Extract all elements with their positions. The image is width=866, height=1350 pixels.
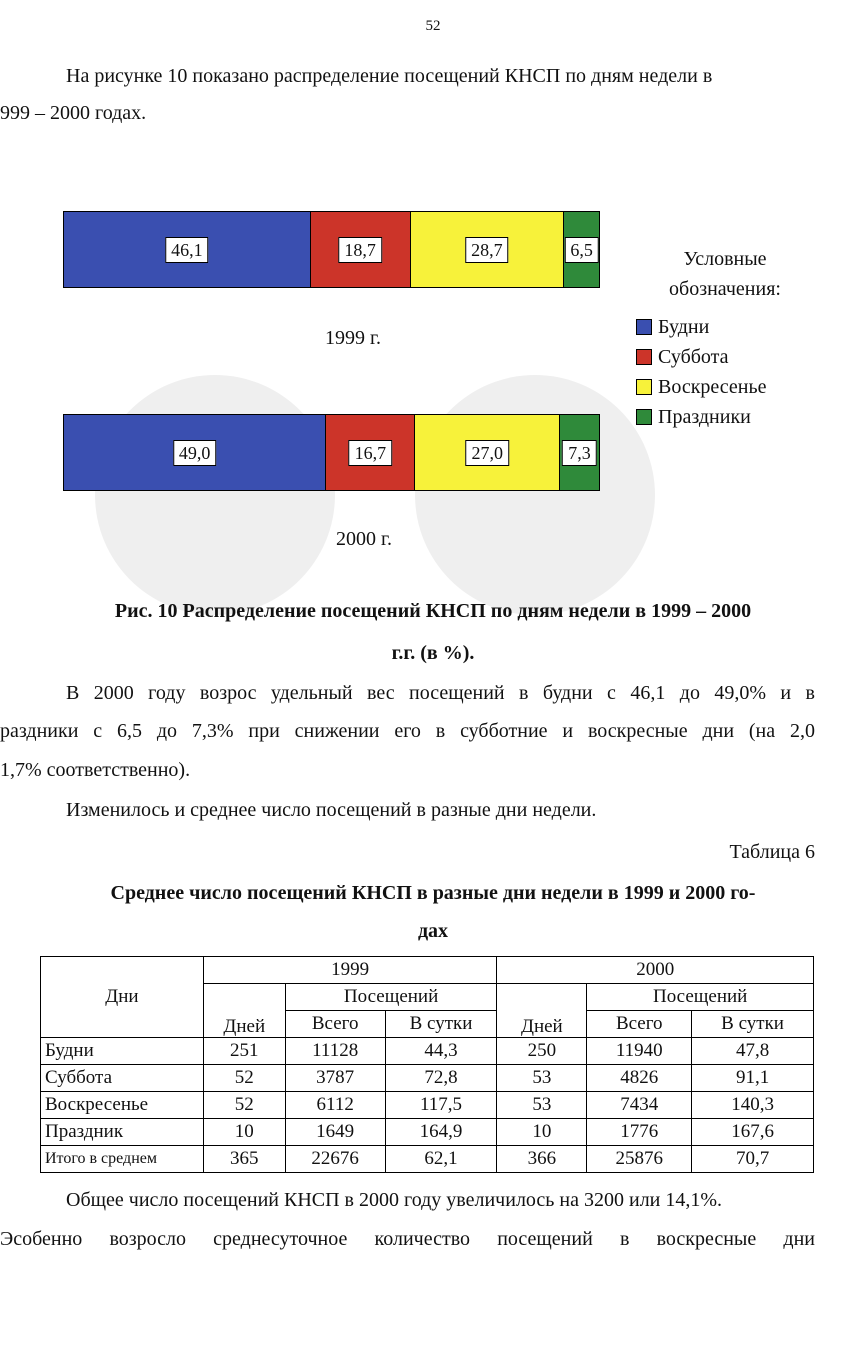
row-label: Итого в среднем: [41, 1146, 204, 1173]
cell-days-1999: 365: [203, 1146, 285, 1173]
para3: Общее число посещений КНСП в 2000 году увеличилось на 3200 или 14,1%.: [66, 1189, 723, 1211]
cell-per-day-2000: 70,7: [692, 1146, 814, 1173]
bar-segment-sunday: [411, 212, 565, 287]
bar-segment-weekdays: [64, 212, 311, 287]
intro-line-2: 999 – 2000 годах.: [0, 102, 147, 124]
cell-total-1999: 22676: [285, 1146, 385, 1173]
cell-total-2000: 1776: [587, 1119, 692, 1146]
bar-segment-holidays: [560, 415, 599, 490]
cell-days-1999: 10: [203, 1119, 285, 1146]
cell-days-1999: 52: [203, 1065, 285, 1092]
legend-label-saturday: Суббота: [658, 345, 729, 368]
data-label-holidays: 6,5: [564, 237, 599, 263]
bar-segment-saturday: [311, 212, 411, 287]
header-total-1999: Всего: [285, 1011, 385, 1038]
data-label-saturday: 16,7: [349, 440, 393, 466]
page-number: 52: [425, 18, 441, 34]
row-label: Суббота: [41, 1065, 204, 1092]
cell-per-day-1999: 117,5: [385, 1092, 497, 1119]
cell-days-2000: 53: [497, 1065, 587, 1092]
header-days-count-2000: Дней: [497, 984, 587, 1038]
para2: Изменилось и среднее число посещений в разные дни недели.: [66, 799, 597, 821]
cell-days-2000: 366: [497, 1146, 587, 1173]
data-label-saturday: 18,7: [338, 237, 382, 263]
table-row-total: [41, 1146, 814, 1173]
data-label-sunday: 27,0: [465, 440, 509, 466]
cell-per-day-2000: 140,3: [692, 1092, 814, 1119]
cell-total-2000: 25876: [587, 1146, 692, 1173]
para1-line-3: 1,7% соответственно).: [0, 759, 191, 781]
table-title-line-2: дах: [417, 920, 449, 942]
legend-label-weekdays: Будни: [658, 315, 710, 338]
legend-title: Условные обозначения:: [669, 248, 781, 300]
table-number: Таблица 6: [729, 841, 815, 863]
figure-caption-line-2: г.г. (в %).: [391, 642, 475, 664]
bar-segment-saturday: [326, 415, 415, 490]
cell-per-day-1999: 44,3: [385, 1038, 497, 1065]
cell-days-2000: 10: [497, 1119, 587, 1146]
legend: [630, 244, 820, 432]
legend-item-weekdays: [636, 312, 820, 342]
header-visits-2000: Посещений: [587, 984, 814, 1011]
bar-2000: [63, 414, 600, 491]
table-row: [41, 1038, 814, 1065]
cell-per-day-2000: 47,8: [692, 1038, 814, 1065]
bar-segment-weekdays: [64, 415, 326, 490]
legend-swatch-sunday: [636, 379, 652, 395]
bar-segment-sunday: [415, 415, 559, 490]
data-label-sunday: 28,7: [465, 237, 509, 263]
category-label-1999: 1999 г.: [325, 327, 381, 349]
header-per-day-2000: В сутки: [692, 1011, 814, 1038]
cell-total-2000: 11940: [587, 1038, 692, 1065]
table-row: [41, 1092, 814, 1119]
legend-item-holidays: [636, 402, 820, 432]
cell-total-1999: 6112: [285, 1092, 385, 1119]
intro-line-1: На рисунке 10 показано распределение посещений КНСП по дням недели в: [66, 65, 713, 87]
cell-total-1999: 3787: [285, 1065, 385, 1092]
category-label-2000: 2000 г.: [336, 528, 392, 550]
header-days: Дни: [41, 957, 204, 1038]
header-days-count-1999: Дней: [203, 984, 285, 1038]
header-year-2000: 2000: [497, 957, 814, 984]
cell-per-day-1999: 62,1: [385, 1146, 497, 1173]
cell-per-day-1999: 164,9: [385, 1119, 497, 1146]
header-total-2000: Всего: [587, 1011, 692, 1038]
row-label: Праздник: [41, 1119, 204, 1146]
legend-item-sunday: [636, 372, 820, 402]
cell-per-day-2000: 167,6: [692, 1119, 814, 1146]
cell-total-2000: 4826: [587, 1065, 692, 1092]
cell-total-1999: 1649: [285, 1119, 385, 1146]
header-visits-1999: Посещений: [285, 984, 497, 1011]
legend-item-saturday: [636, 342, 820, 372]
figure-caption-line-1: Рис. 10 Распределение посещений КНСП по дням недели в 1999 – 2000: [114, 600, 752, 622]
cell-days-1999: 52: [203, 1092, 285, 1119]
row-label: Будни: [41, 1038, 204, 1065]
cell-days-2000: 250: [497, 1038, 587, 1065]
cell-per-day-1999: 72,8: [385, 1065, 497, 1092]
data-label-holidays: 7,3: [562, 440, 597, 466]
legend-swatch-holidays: [636, 409, 652, 425]
table-row: [41, 1065, 814, 1092]
bar-segment-holidays: [564, 212, 599, 287]
legend-swatch-saturday: [636, 349, 652, 365]
table-title-line-1: Среднее число посещений КНСП в разные дни недели в 1999 и 2000 го-: [110, 882, 756, 904]
header-per-day-1999: В сутки: [385, 1011, 497, 1038]
legend-swatch-weekdays: [636, 319, 652, 335]
bleed-through-circle-left: [95, 375, 335, 615]
bleed-through-circle-right: [415, 375, 655, 615]
cell-total-1999: 11128: [285, 1038, 385, 1065]
para4: Эсобенно возросло среднесуточное количество посещений в воскресные дни: [0, 1228, 815, 1250]
para1-line-1: В 2000 году возрос удельный вес посещений в будни с 46,1 до 49,0% и в: [66, 682, 815, 704]
data-label-weekdays: 49,0: [173, 440, 217, 466]
table-row: [41, 1119, 814, 1146]
header-year-1999: 1999: [203, 957, 497, 984]
data-label-weekdays: 46,1: [165, 237, 209, 263]
cell-per-day-2000: 91,1: [692, 1065, 814, 1092]
cell-total-2000: 7434: [587, 1092, 692, 1119]
cell-days-1999: 251: [203, 1038, 285, 1065]
row-label: Воскресенье: [41, 1092, 204, 1119]
legend-label-sunday: Воскресенье: [658, 375, 767, 398]
visits-table: [40, 956, 814, 1173]
cell-days-2000: 53: [497, 1092, 587, 1119]
legend-label-holidays: Праздники: [658, 405, 751, 428]
bar-1999: [63, 211, 600, 288]
para1-line-2: раздники с 6,5 до 7,3% при снижении его в субботние и воскресные дни (на 2,0: [0, 720, 815, 742]
